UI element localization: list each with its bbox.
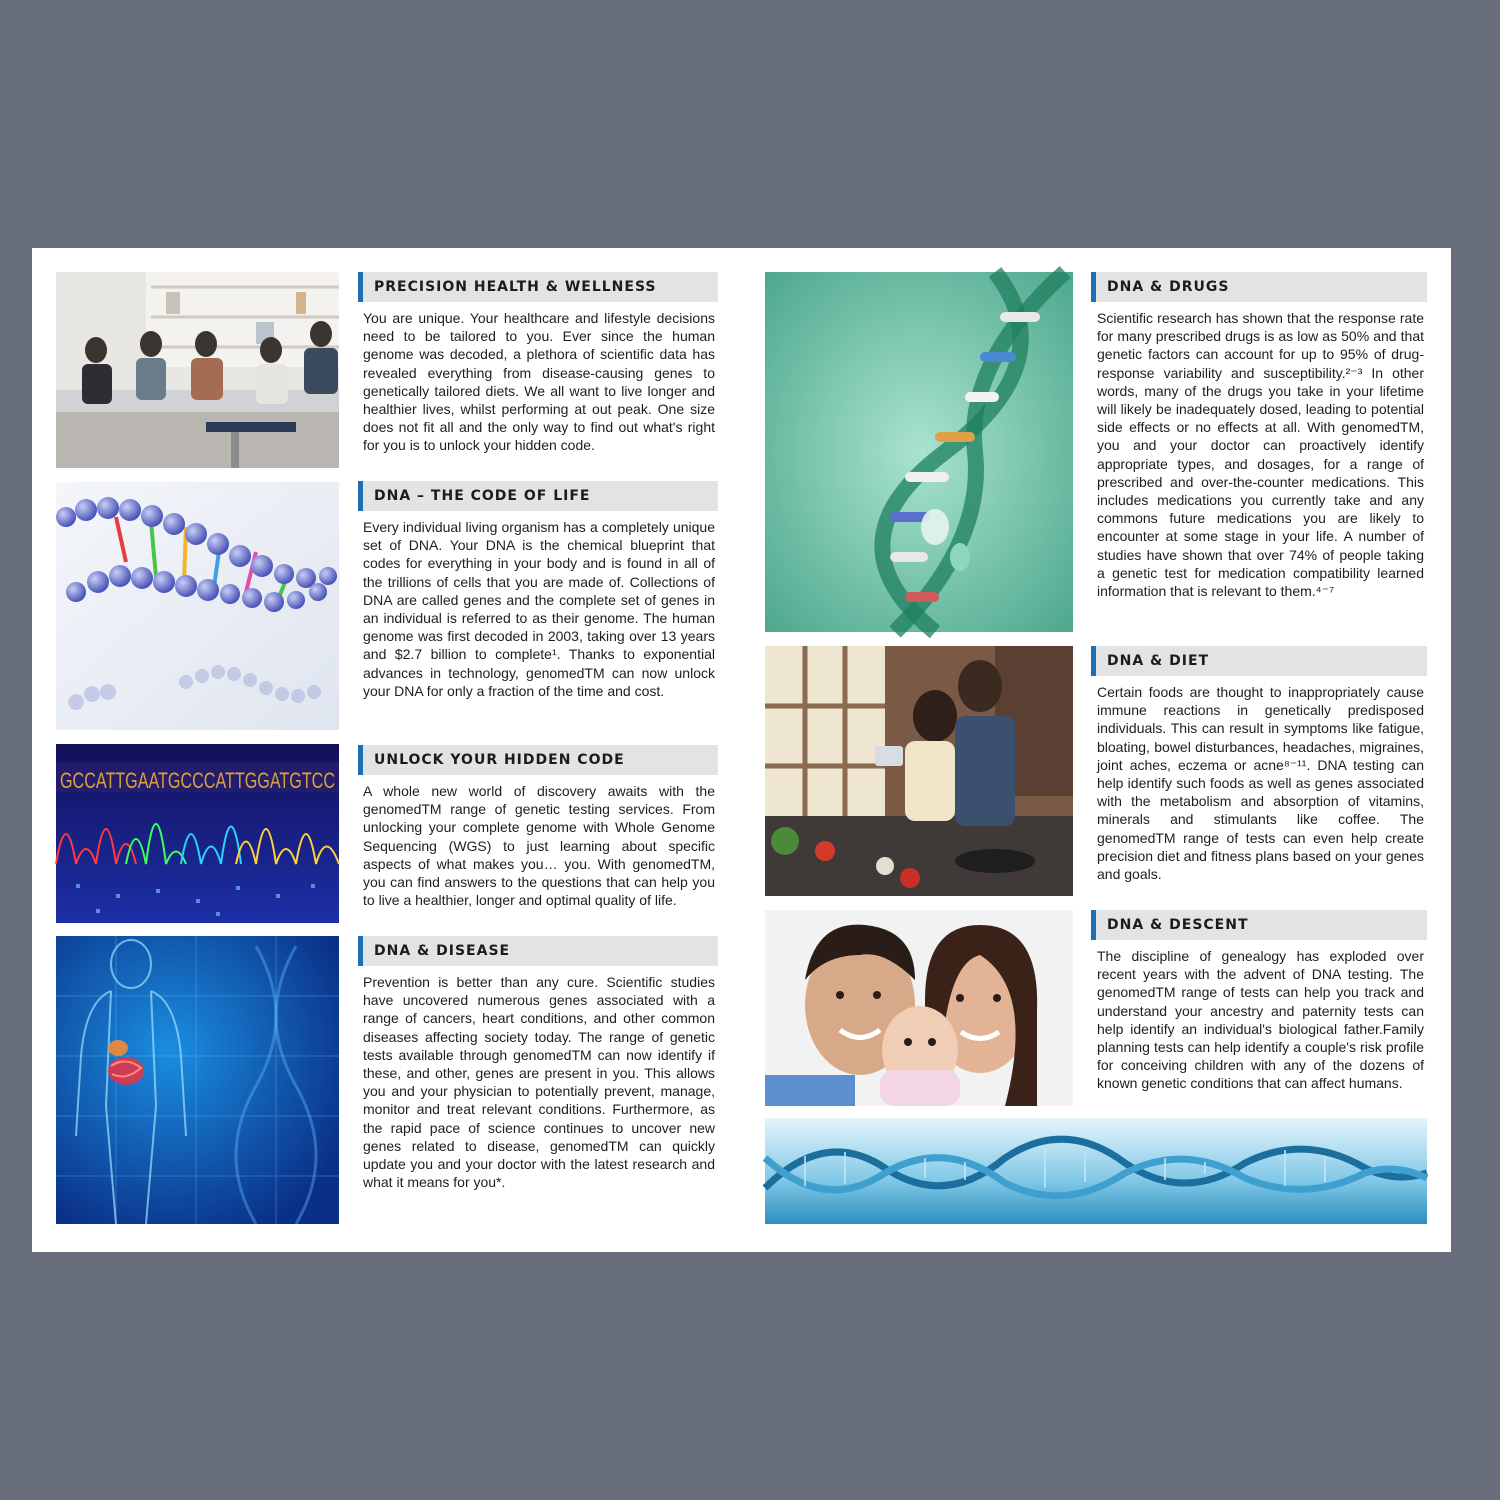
dna-banner-image bbox=[765, 1118, 1427, 1224]
section-heading: DNA & DIET bbox=[1091, 646, 1427, 676]
pill-dna-helix-image bbox=[765, 272, 1073, 632]
dna-sequencing-image bbox=[56, 744, 339, 923]
section-body: A whole new world of discovery awaits with the genomedTM range of genetic testing services. From unlocking your complete genome with Whole Genome Sequencing (WGS) to just learning about specific aspects of what makes you… you. With genomedTM, you can find answers to the questions that can help you to live a healthier, longer and optimal quality of life. bbox=[363, 783, 715, 909]
office-people-photo bbox=[56, 272, 339, 468]
sequence-letters: GCCATTGAATGCCCATTGGATGTCC bbox=[60, 768, 336, 793]
section-body: Prevention is better than any cure. Scientific studies have uncovered numerous genes associated with a range of cancers, heart conditions, and other common diseases affecting society today. The range of genetic tests available through genomedTM can now identify if these, and other, genes are present in you. This allows you and your physician to potentially prevent, manage, monitor and treat relevant conditions. Furthermore, as the rapid pace of science continues to uncover new genes related to disease, genomedTM can quickly update you and your doctor with the latest research and what it means for you*. bbox=[363, 974, 715, 1191]
section-body: Every individual living organism has a completely unique set of DNA. Your DNA is the chemical blueprint that codes for everything in your body and is found in all of the trillions of cells that you are made of. Collections of DNA are called genes and the complete set of genes in an individual is referred to as their genome. The human genome was first decoded in 2003, taking over 13 years and $2.7 billion to complete¹. Thanks to exponential advances in technology, genomedTM can now unlock your DNA for only a fraction of the time and cost. bbox=[363, 519, 715, 699]
section-heading: DNA & DRUGS bbox=[1091, 272, 1427, 302]
human-anatomy-image bbox=[56, 936, 339, 1224]
section-body: Certain foods are thought to inappropriately cause immune reactions in genetically predisposed individuals. This can result in symptoms like fatigue, bloating, bowel disturbances, headaches, migraines, joint aches, eczema or acne⁸⁻¹¹. DNA testing can help identify such foods as well as genes associated with the metabolism and absorption of vitamins, minerals and stimulants like coffee. The genomedTM range of tests can even help create precision diet and fitness plans based on your genes and goals. bbox=[1097, 684, 1424, 883]
section-body: You are unique. Your healthcare and lifestyle decisions need to be tailored to you. Ever since the human genome was decoded, a plethora of scientific data has revealed everything from disease-causing genes to genetically tailored diets. We all want to live longer and healthier lives, whilst performing at out peak. One size does not fit all and the only way to find out what's right for you is to unlock your hidden code. bbox=[363, 310, 715, 454]
brochure-spread bbox=[32, 248, 1451, 1252]
section-body: The discipline of genealogy has exploded over recent years with the advent of DNA testing. The genomedTM range of tests can help you track and understand your ancestry and paternity tests can help identify an individual's biological father.Family planning tests can help identify a couple's risk profile for conceiving children with any of the dozens of known genetic conditions that can affect humans. bbox=[1097, 948, 1424, 1092]
couple-kitchen-photo bbox=[765, 646, 1073, 896]
section-heading: UNLOCK YOUR HIDDEN CODE bbox=[358, 745, 718, 775]
section-heading: DNA & DISEASE bbox=[358, 936, 718, 966]
section-body: Scientific research has shown that the response rate for many prescribed drugs is as low as 50% and that genetic factors can account for up to 95% of drug-response variability and susceptibility.²⁻³ In other words, many of the drugs you take in your lifetime will likely be inadequately dosed, leading to potential side effects or no effects at all. With genomedTM, you and your doctor can proactively identify appropriate types, and dosages, for a range of prescribed and over-the-counter medications. This includes medications you currently take and any commons future medications you are likely to encounter at some stage in your life. A number of studies have shown that over 74% of people taking a genetic test for medication compatibility learned information that is relevant to them.⁴⁻⁷ bbox=[1097, 310, 1424, 600]
section-heading: DNA & DESCENT bbox=[1091, 910, 1427, 940]
section-heading: DNA – THE CODE OF LIFE bbox=[358, 481, 718, 511]
dna-molecule-image bbox=[56, 482, 339, 730]
family-portrait-photo bbox=[765, 910, 1073, 1106]
section-heading: PRECISION HEALTH & WELLNESS bbox=[358, 272, 718, 302]
